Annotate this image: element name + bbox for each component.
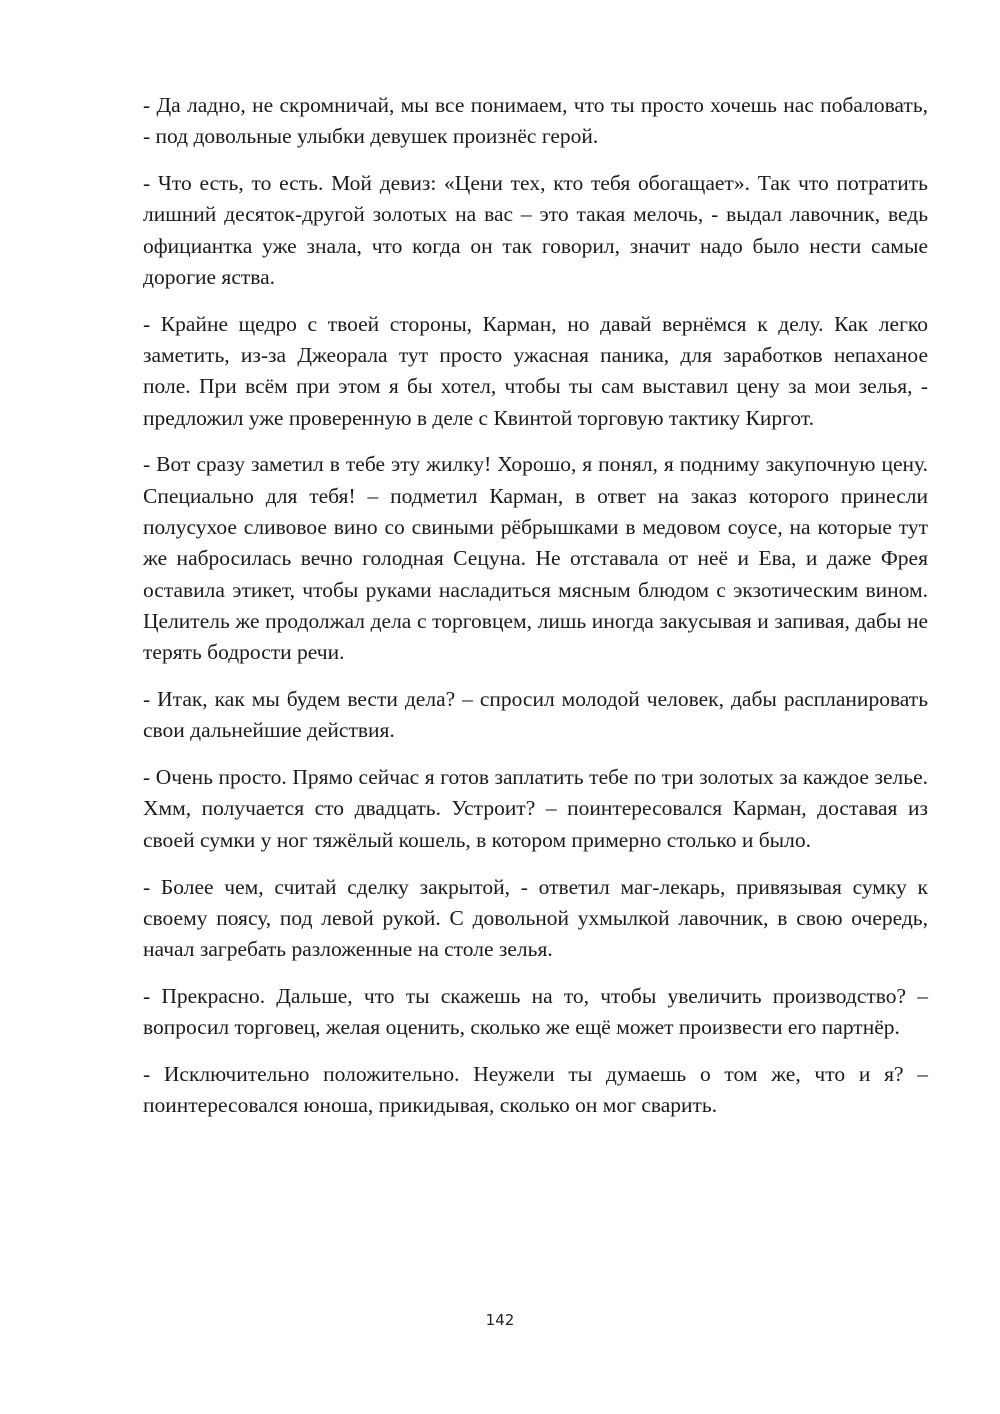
- paragraph: - Что есть, то есть. Мой девиз: «Цени тех, кто тебя обогащает». Так что потратить лишний десяток-другой золотых на вас – это такая мелочь, - выдал лавочник, ведь официантка уже знала, что когда он так говорил, значит надо было нести самые дорогие яства.: [143, 171, 928, 289]
- page-number: 142: [485, 1311, 515, 1329]
- paragraph: - Исключительно положительно. Неужели ты думаешь о том же, что и я? – поинтересовался юноша, прикидывая, сколько он мог сварить.: [143, 1062, 928, 1118]
- paragraph: - Более чем, считай сделку закрытой, - ответил маг-лекарь, привязывая сумку к своему поясу, под левой рукой. С довольной ухмылкой лавочник, в свою очередь, начал загребать разложенные на столе зелья.: [143, 874, 928, 962]
- paragraph: - Очень просто. Прямо сейчас я готов заплатить тебе по три золотых за каждое зелье. Хмм, получается сто двадцать. Устроит? – поинтересовался Карман, доставая из своей сумки у ног тяжёлый кошель, в котором примерно столько и было.: [143, 765, 928, 852]
- paragraph: - Да ладно, не скромничай, мы все понимаем, что ты просто хочешь нас побаловать, - под довольные улыбки девушек произнёс герой.: [143, 93, 928, 149]
- document-body: [143, 90, 928, 1137]
- paragraph: - Крайне щедро с твоей стороны, Карман, но давай вернёмся к делу. Как легко заметить, из-за Джеорала тут просто ужасная паника, для заработков непаханое поле. При всём при этом я бы хотел, чтобы ты сам выставил цену за мои зелья, - предложил уже проверенную в деле с Квинтой торговую тактику Киргот.: [143, 311, 928, 430]
- paragraph: - Итак, как мы будем вести дела? – спросил молодой человек, дабы распланировать свои дальнейшие действия.: [143, 687, 928, 743]
- paragraph: - Прекрасно. Дальше, что ты скажешь на то, чтобы увеличить производство? – вопросил торговец, желая оценить, сколько же ещё может произвести его партнёр.: [143, 983, 928, 1040]
- paragraph: - Вот сразу заметил в тебе эту жилку! Хорошо, я понял, я подниму закупочную цену. Специально для тебя! – подметил Карман, в ответ на заказ которого принесли полусухое сливовое вино со свиными рёбрышками в медовом соусе, на которые тут же набросилась вечно голодная Сецуна. Не отставала от неё и Ева, и даже Фрея оставила этикет, чтобы руками насладиться мясным блюдом с экзотическим вином. Целитель же продолжал дела с торговцем, лишь иногда закусывая и запивая, дабы не терять бодрости речи.: [143, 452, 928, 665]
